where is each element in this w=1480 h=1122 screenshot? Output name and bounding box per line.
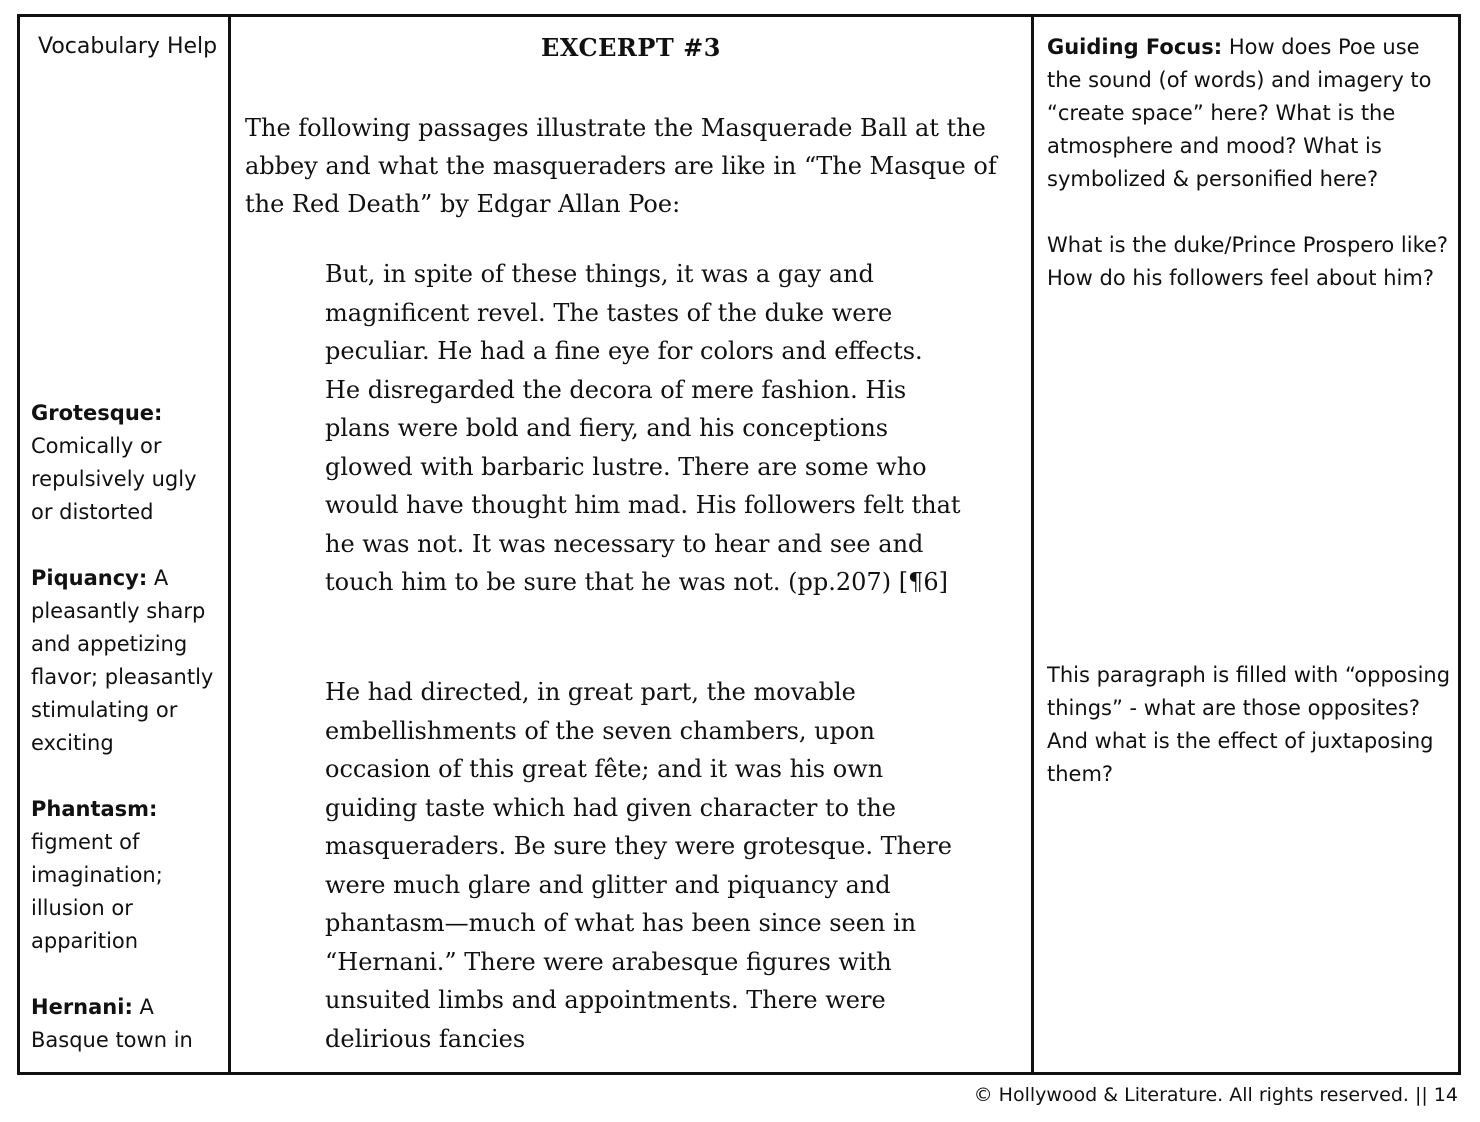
excerpt-passage-1: But, in spite of these things, it was a gay and magnificent revel. The tastes of the duke were peculiar. He had a fine eye for colors and effects. He disregarded the decora of mere fashion. His plans were bold and fiery, and his conceptions glowed with barbaric lustre. There are some who would have thought him mad. His followers felt that he was not. It was necessary to hear and see and touch him to be sure that he was not. (pp.207) [¶6]: [325, 260, 961, 596]
guiding-focus-question-3: This paragraph is filled with “opposing things” - what are those opposites? And what is the effect of juxtaposing them?: [1047, 663, 1451, 786]
vocabulary-column: [20, 17, 231, 1072]
vocab-entry-hernani: [31, 991, 223, 1057]
copyright-footer: © Hollywood & Literature. All rights reserved. || 14: [973, 1084, 1458, 1106]
vocab-definition: A pleasantly sharp and appetizing flavor; pleasantly stimulating or exciting: [31, 566, 214, 755]
vocabulary-title: Vocabulary Help: [38, 34, 218, 59]
vocab-entry-grotesque: [31, 397, 223, 529]
vocab-term: Hernani:: [31, 995, 133, 1019]
vocab-entry-piquancy: [31, 562, 223, 760]
vocab-entry-phantasm: [31, 793, 223, 958]
worksheet-table: [17, 14, 1461, 1075]
vocab-term: Piquancy:: [31, 566, 148, 590]
excerpt-column: [231, 17, 1034, 1072]
excerpt-passage-2: He had directed, in great part, the movable embellishments of the seven chambers, upon occasion of this great fête; and it was his own guiding taste which had given character to the masqueraders. Be sure they were grotesque. There were much glare and glitter and piquancy and phantasm—much of what has been since seen in “Hernani.” There were arabesque figures with unsuited limbs and appointments. There were delirious fancies: [325, 678, 952, 1053]
vocabulary-list: [31, 397, 223, 1090]
vocab-term: Grotesque:: [31, 401, 163, 425]
excerpt-intro: The following passages illustrate the Masquerade Ball at the abbey and what the masqueraders are like in “The Masque of the Red Death” by Edgar Allan Poe:: [245, 114, 997, 218]
guiding-focus-column: [1034, 17, 1458, 1072]
guiding-focus-label: Guiding Focus:: [1047, 35, 1223, 59]
vocab-definition: A Basque town in: [31, 995, 193, 1052]
vocab-term: Phantasm:: [31, 797, 158, 821]
guiding-focus-question-2: What is the duke/Prince Prospero like? How do his followers feel about him?: [1047, 233, 1449, 290]
vocab-definition: figment of imagination; illusion or apparition: [31, 830, 163, 953]
excerpt-title: EXCERPT #3: [541, 33, 721, 62]
vocab-definition: Comically or repulsively ugly or distorted: [31, 434, 197, 524]
guiding-focus-q1-text: How does Poe use the sound (of words) and imagery to “create space” here? What is the atmosphere and mood? What is symbolized & personified here?: [1047, 35, 1432, 191]
guiding-focus-question-1: [1047, 31, 1457, 196]
